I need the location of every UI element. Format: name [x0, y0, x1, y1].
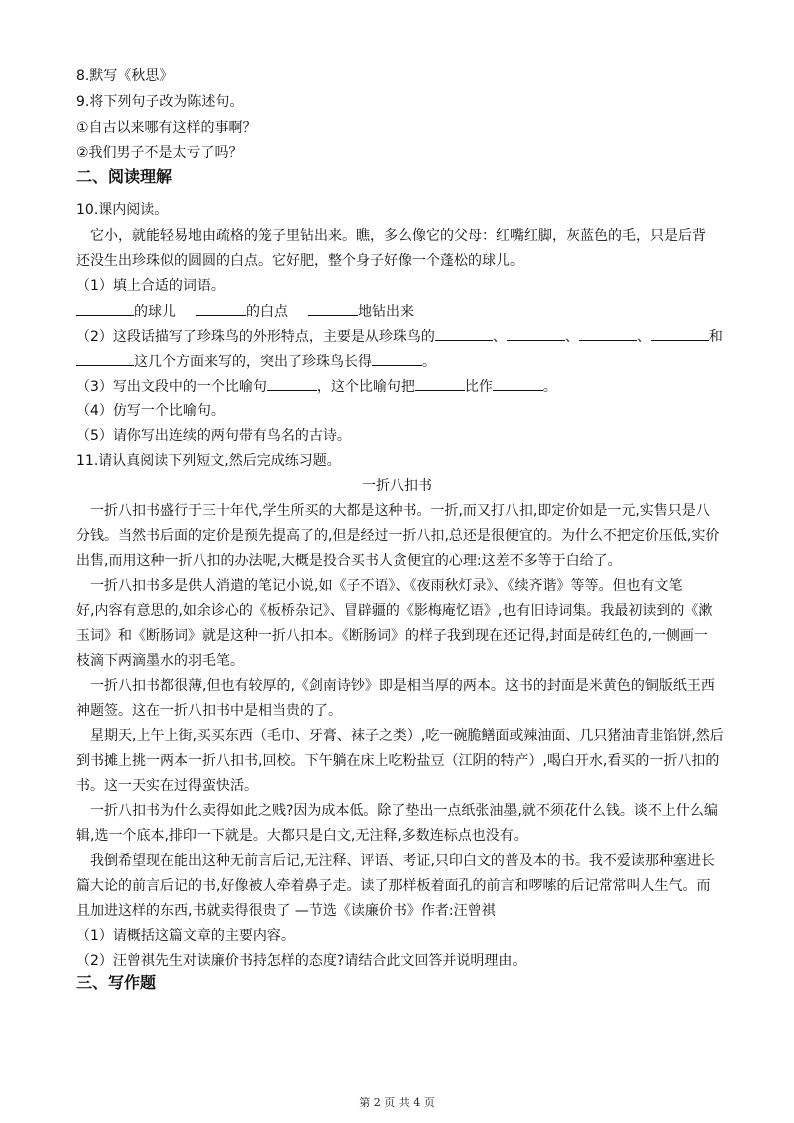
article-p3-line-2: 神题签。这在一折八扣书中是相当贵的了。	[76, 703, 342, 719]
fill-text-a: 的球儿	[134, 304, 176, 320]
article-p6-line-2: 篇大论的前言后记的书,好像被人牵着鼻子走。读了那样板着面孔的前言和啰嗦的后记常常叫人生气。而	[76, 878, 711, 894]
q10-sub-1: （1）填上合适的词语。	[76, 278, 225, 294]
q10-sub-2-line-2	[76, 351, 436, 372]
article-p5-line-1: 一折八扣书为什么卖得如此之贱?因为成本低。除了垫出一点纸张油墨,就不须花什么钱。谈不上什么编	[90, 803, 718, 819]
period: 。	[422, 354, 436, 370]
q10-sub-3	[76, 376, 557, 397]
separator: 、	[564, 329, 579, 345]
period: 。	[542, 379, 557, 395]
article-p2-line-4: 枝滴下两滴墨水的羽毛笔。	[76, 653, 244, 669]
answer-blank[interactable]	[415, 376, 465, 391]
question-10-title: 10.课内阅读。	[76, 202, 169, 218]
answer-blank[interactable]	[493, 376, 543, 391]
section-writing-heading: 三、写作题	[76, 973, 157, 992]
separator: 、	[636, 329, 651, 345]
q10-sub-5: （5）请你写出连续的两句带有鸟名的古诗。	[76, 428, 351, 444]
article-p2-line-1: 一折八扣书多是供人消遣的笔记小说,如《子不语》、《夜雨秋灯录》、《续齐谐》等等。但也有文笔	[90, 578, 683, 594]
answer-blank[interactable]	[267, 376, 317, 391]
sub2-and: 和	[708, 329, 723, 345]
q10-sub-4: （4）仿写一个比喻句。	[76, 403, 225, 419]
page-footer: 第 2 页 共 4 页	[359, 1096, 435, 1109]
q11-sub-1: （1）请概括这篇文章的主要内容。	[76, 928, 295, 944]
sub2-text-a: （2）这段话描写了珍珠鸟的外形特点，主要是从珍珠鸟的	[76, 329, 435, 345]
article-p4-line-3: 书。这一天实在过得蛮快活。	[76, 778, 258, 794]
sub3-text-b: ，这个比喻句把	[316, 379, 415, 395]
article-p4-line-1: 星期天,上午上街,买买东西（毛巾、牙膏、袜子之类）,吃一碗脆鳝面或辣油面、几只猪油青韭馅饼,然后	[90, 728, 724, 744]
answer-blank[interactable]	[76, 301, 134, 316]
sub3-text-c: 比作	[464, 379, 493, 395]
q10-passage-line-2: 还没生出珍珠似的圆圆的白点。它好肥，整个身子好像一个蓬松的球儿。	[76, 253, 524, 269]
q11-sub-2: （2）汪曾祺先生对读廉价书持怎样的态度?请结合此文回答并说明理由。	[76, 953, 527, 969]
article-title: 一折八扣书	[362, 478, 432, 494]
question-8: 8.默写《秋思》	[76, 68, 174, 84]
article-p2-line-2: 好,内容有意思的,如余诊心的《板桥杂记》、冒辟疆的《影梅庵忆语》,也有旧诗词集。我最初读到的《漱	[76, 603, 713, 619]
q10-sub-2-line-1	[76, 326, 723, 347]
fill-text-c: 地钻出来	[358, 304, 414, 320]
question-9: 9.将下列句子改为陈述句。	[76, 94, 244, 110]
answer-blank[interactable]	[308, 301, 358, 316]
article-p1-line-1: 一折八扣书盛行于三十年代,学生所买的大都是这种书。一折,而又打八扣,即定价如是一元,实售只是八	[90, 503, 710, 519]
answer-blank[interactable]	[435, 326, 493, 341]
article-p5-line-2: 辑,选一个底本,排印一下就是。大都只是白文,无注释,多数连标点也没有。	[76, 828, 528, 844]
q10-passage-line-1: 它小，就能轻易地由疏格的笼子里钻出来。瞧，多么像它的父母：红嘴红脚，灰蓝色的毛，只是后背	[90, 228, 706, 244]
answer-blank[interactable]	[651, 326, 709, 341]
question-9-item-1: ①自古以来哪有这样的事啊？	[76, 120, 257, 136]
article-p1-line-3: 出售,而用这种一折八扣的办法呢,大概是投合买书人贪便宜的心理:这差不多等于白给了。	[76, 553, 622, 569]
article-p6-line-3: 且加进这样的东西,书就卖得很贵了 —节选《读廉价书》作者:汪曾祺	[76, 903, 496, 919]
answer-blank[interactable]	[196, 301, 246, 316]
fill-text-b: 的白点	[246, 304, 288, 320]
question-11-title: 11.请认真阅读下列短文,然后完成练习题。	[76, 453, 341, 469]
answer-blank[interactable]	[76, 351, 134, 366]
article-p1-line-2: 分钱。当然书后面的定价是预先提高了的,但是经过一折八扣,总还是很便宜的。为什么不把定价压低,实价	[76, 528, 720, 544]
article-p3-line-1: 一折八扣书都很薄,但也有较厚的,《剑南诗钞》即是相当厚的两本。这书的封面是米黄色的铜版纸王西	[90, 678, 715, 694]
answer-blank[interactable]	[372, 351, 422, 366]
sub2-text-b: 这几个方面来写的，突出了珍珠鸟长得	[134, 354, 372, 370]
section-reading-heading: 二、阅读理解	[76, 167, 173, 186]
sub3-text-a: （3）写出文段中的一个比喻句	[76, 379, 267, 395]
answer-blank[interactable]	[507, 326, 565, 341]
article-p6-line-1: 我倒希望现在能出这种无前言后记,无注释、评语、考证,只印白文的普及本的书。我不爱读那种塞进长	[90, 853, 715, 869]
article-p4-line-2: 到书摊上挑一两本一折八扣书,回校。下午躺在床上吃粉盐豆（江阴的特产）,喝白开水,看买的一折八扣的	[76, 753, 720, 769]
question-9-item-2: ②我们男子不是太亏了吗？	[76, 145, 243, 161]
separator: 、	[492, 329, 507, 345]
answer-blank[interactable]	[579, 326, 637, 341]
article-p2-line-3: 玉词》和《断肠词》就是这种一折八扣本。《断肠词》的样子我到现在还记得,封面是砖红色的,一侧画一	[76, 628, 708, 644]
q10-fill-line	[76, 301, 414, 322]
